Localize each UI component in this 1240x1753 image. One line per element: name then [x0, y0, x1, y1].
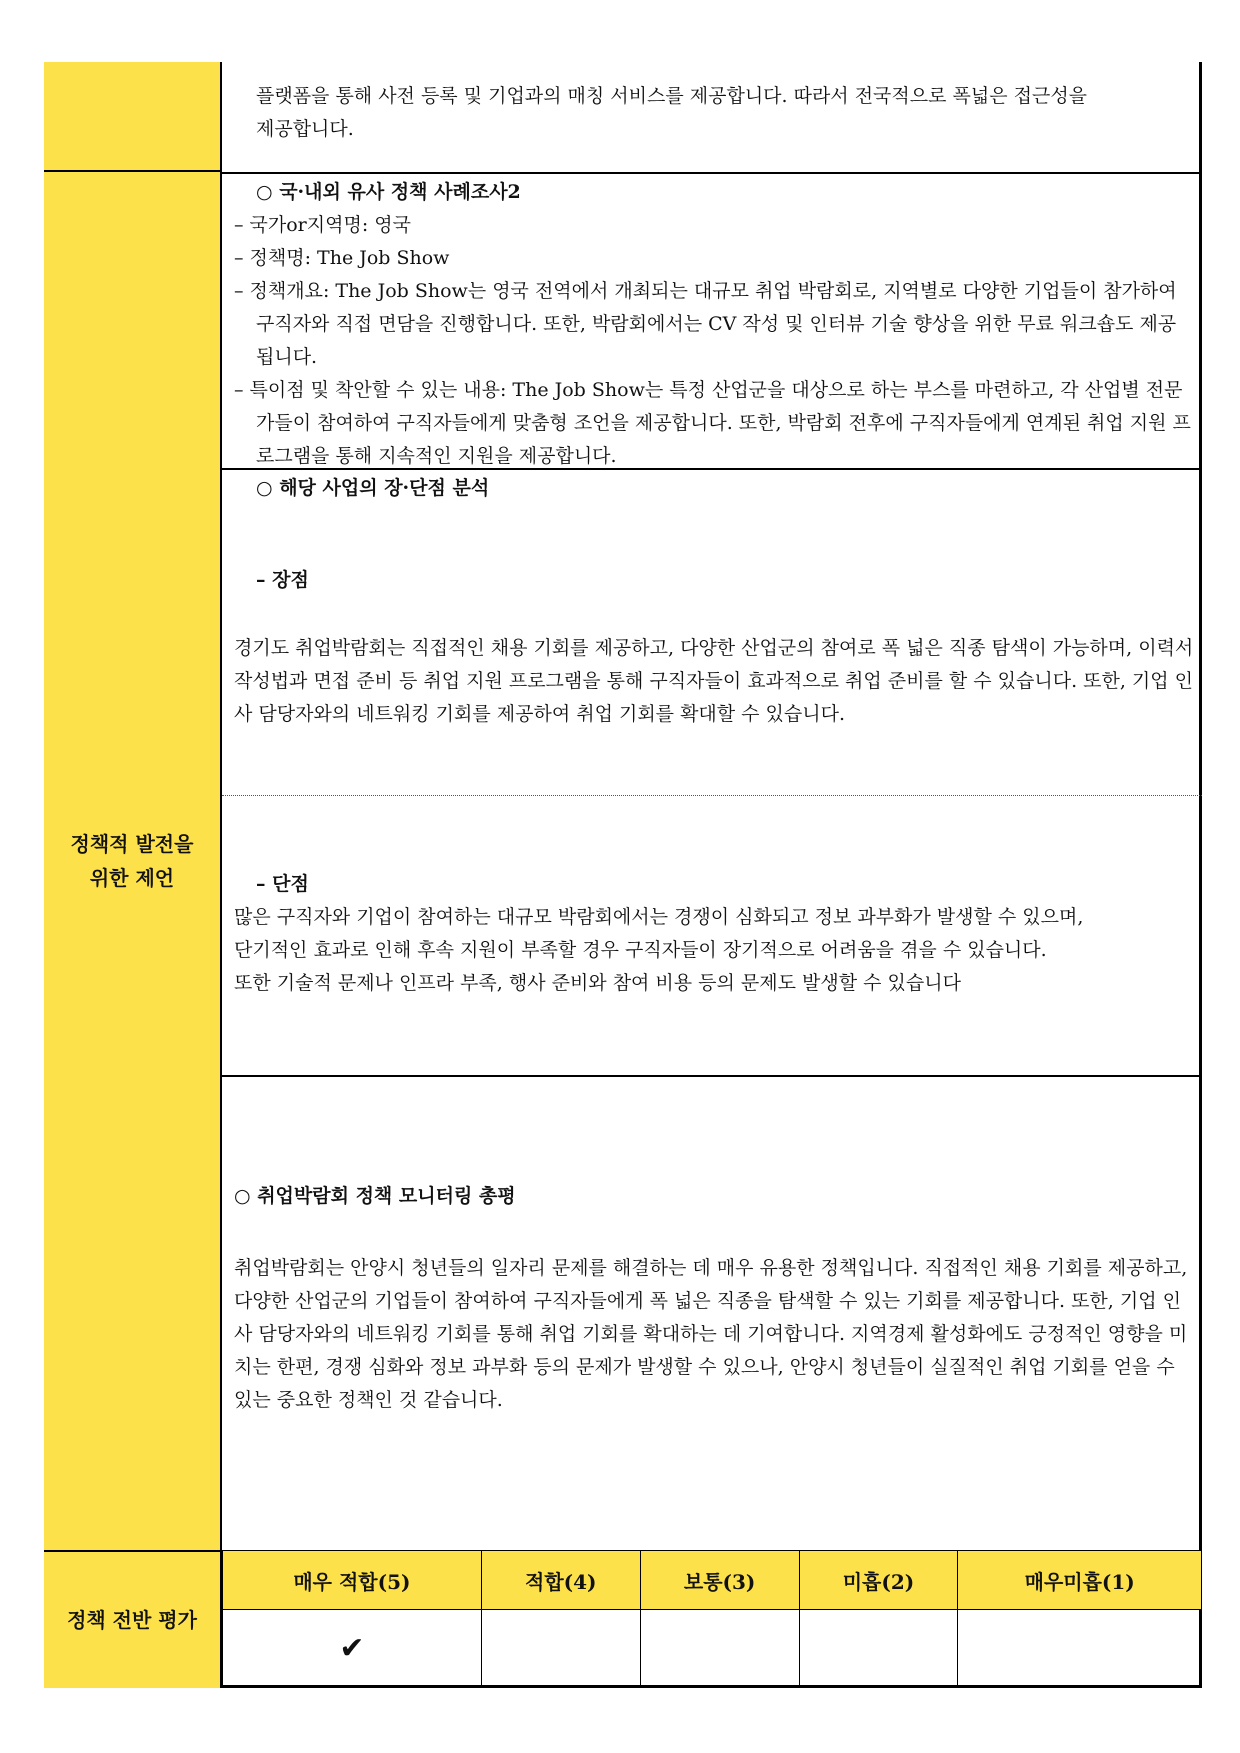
rating-suitable: 적합(4) — [481, 1551, 640, 1610]
top-line-2: 제공합니다. — [256, 118, 354, 140]
evaluation-table — [222, 1550, 1202, 1688]
top-block — [234, 80, 1194, 146]
row-divider — [222, 172, 1202, 174]
top-line-1: 플랫폼을 통해 사전 등록 및 기업과의 매칭 서비스를 제공합니다. 따라서 전국적으로 폭넓은 접근성을 — [256, 85, 1088, 107]
rating-average: 보통(3) — [640, 1551, 799, 1610]
cons-title: – 단점 — [256, 873, 309, 895]
analysis-section — [234, 472, 1194, 505]
pros-title: – 장점 — [256, 569, 309, 591]
left-label-proposal: 정책적 발전을 위한 제언 — [44, 172, 222, 1550]
case-country: – 국가or지역명: 영국 — [234, 214, 411, 236]
mark-cell — [640, 1610, 799, 1688]
policy-form — [44, 62, 1202, 1688]
rating-insufficient: 미흡(2) — [799, 1551, 958, 1610]
pros-text-block — [234, 632, 1194, 731]
row-divider — [222, 1075, 1202, 1077]
mark-cell — [958, 1610, 1202, 1688]
left-label-overall: 정책 전반 평가 — [44, 1550, 222, 1688]
pros-text: 경기도 취업박람회는 직접적인 채용 기회를 제공하고, 다양한 산업군의 참여로 폭 넓은 직종 탐색이 가능하며, 이력서 작성법과 면접 준비 등 취업 지원 프로그램을 통해 구직자들이 효과적으로 취업 준비를 할 수 있습니다. 또한, 기업 인사 담당자와의 네트워킹 기회를 제공하여 취업 기회를 확대할 수 있습니다. — [234, 637, 1194, 725]
monitoring-section — [234, 1180, 1194, 1213]
case-study-heading: ○ 국·내외 유사 정책 사례조사2 — [256, 181, 521, 203]
case-overview: – 정책개요: The Job Show는 영국 전역에서 개최되는 대규모 취업 박람회로, 지역별로 다양한 기업들이 참가하여 구직자와 직접 면담을 진행합니다. 또한, 박람회에서는 CV 작성 및 인터뷰 기술 향상을 위한 무료 워크숍도 제공됩니다. — [234, 280, 1177, 368]
monitoring-text-block — [234, 1252, 1194, 1417]
checkmark-icon: ✔ — [223, 1610, 482, 1688]
cons-line-3: 또한 기술적 문제나 인프라 부족, 행사 준비와 참여 비용 등의 문제도 발생할 수 있습니다 — [234, 972, 961, 994]
mark-cell — [799, 1610, 958, 1688]
case-study-section — [234, 176, 1194, 473]
cons-line-1: 많은 구직자와 기업이 참여하는 대규모 박람회에서는 경쟁이 심화되고 정보 과부화가 발생할 수 있으며, — [234, 906, 1084, 928]
pros-block — [234, 564, 1194, 597]
dotted-divider — [222, 795, 1202, 796]
evaluation-header-row — [223, 1551, 1202, 1610]
cons-line-2: 단기적인 효과로 인해 후속 지원이 부족할 경우 구직자들이 장기적으로 어려움을 겪을 수 있습니다. — [234, 939, 1047, 961]
monitoring-heading: ○ 취업박람회 정책 모니터링 총평 — [234, 1185, 516, 1207]
rating-very-insufficient: 매우미흡(1) — [958, 1551, 1202, 1610]
rating-very-suitable: 매우 적합(5) — [223, 1551, 482, 1610]
case-notable: – 특이점 및 착안할 수 있는 내용: The Job Show는 특정 산업군을 대상으로 하는 부스를 마련하고, 각 산업별 전문가들이 참여하여 구직자들에게 맞춤형 조언을 제공합니다. 또한, 박람회 전후에 구직자들에게 연계된 취업 지원 프로그램을 통해 지속적인 지원을 제공합니다. — [234, 379, 1191, 467]
left-cell-empty — [44, 62, 222, 172]
mark-cell — [481, 1610, 640, 1688]
analysis-heading: ○ 해당 사업의 장·단점 분석 — [256, 477, 490, 499]
monitoring-text: 취업박람회는 안양시 청년들의 일자리 문제를 해결하는 데 매우 유용한 정책입니다. 직접적인 채용 기회를 제공하고, 다양한 산업군의 기업들이 참여하여 구직자들에게 폭 넓은 직종을 탐색할 수 있는 기회를 제공합니다. 또한, 기업 인사 담당자와의 네트워킹 기회를 통해 취업 기회를 확대하는 데 기여합니다. 지역경제 활성화에도 긍정적인 영향을 미치는 한편, 경쟁 심화와 정보 과부화 등의 문제가 발생할 수 있으나, 안양시 청년들이 실질적인 취업 기회를 얻을 수 있는 중요한 정책인 것 같습니다. — [234, 1257, 1188, 1411]
case-policy-name: – 정책명: The Job Show — [234, 247, 450, 269]
table-border-right — [1199, 62, 1202, 1688]
evaluation-mark-row — [223, 1610, 1202, 1688]
cons-block — [234, 868, 1194, 1000]
